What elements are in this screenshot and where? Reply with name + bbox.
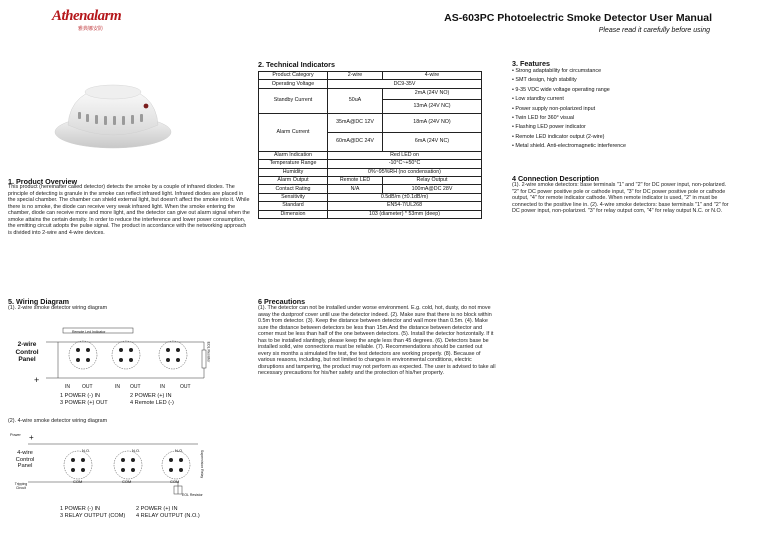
manual-title: AS-603PC Photoelectric Smoke Detector User Manual: [444, 12, 712, 24]
table-cell: 100mA@DC 28V: [383, 185, 482, 193]
no-label: N.O.: [175, 448, 184, 453]
table-cell: Standard: [259, 202, 328, 210]
supervision-relay-label: Supervision Relay: [200, 449, 205, 479]
remote-led-label: Remote Led Indicator: [72, 330, 106, 334]
plus-sign: +: [29, 433, 34, 442]
legend-item: 4 Remote LED (-): [130, 400, 174, 406]
out-label: OUT: [180, 384, 191, 390]
in-label: IN: [115, 384, 120, 390]
table-cell: Relay Output: [383, 176, 482, 184]
table-row: [259, 88, 482, 99]
wiring-heading: 5. Wiring Diagram: [8, 297, 70, 306]
features-list: [512, 67, 732, 152]
list-item: • SMT design, high stability: [512, 77, 577, 84]
legend-item: 1 POWER (-) IN: [60, 393, 101, 399]
list-item: • Low standby current: [512, 96, 564, 103]
two-wire-panel-label: 2-wire Control Panel: [15, 341, 39, 363]
manual-subtitle: Please read it carefully before using: [598, 27, 710, 34]
table-cell: Temperature Range: [259, 160, 328, 168]
table-row: [259, 72, 482, 80]
tripping-circuit-label: Tripping Circuit: [14, 482, 28, 490]
table-cell: 6mA (24V NC): [383, 132, 482, 151]
company-logo: [52, 8, 122, 38]
list-item: • Strong adaptability for circumstance: [512, 68, 602, 74]
overview-heading: 1. Product Overview: [8, 177, 78, 186]
detector-base-icon: [162, 451, 190, 479]
table-row: [259, 210, 482, 218]
table-cell: Contact Rating: [259, 185, 328, 193]
table-cell: 0%~95%RH (no condensation): [328, 168, 482, 176]
wiring-sub1: (1). 2-wire smoke detector wiring diagram: [8, 305, 108, 311]
table-cell: 0.5dB/m (±0.1dB/m): [328, 193, 482, 201]
eol-resistor-label: EOL Resistor: [182, 493, 203, 497]
no-label: N.O.: [132, 448, 141, 453]
detector-base-icon: [64, 451, 92, 479]
table-row: [259, 160, 482, 168]
table-cell: 2mA (24V NO): [383, 88, 482, 99]
table-cell: Dimension: [259, 210, 328, 218]
plus-sign: +: [34, 375, 40, 385]
table-cell: 50uA: [328, 88, 383, 113]
overview-body: This product (hereinafter called detector) detects the smoke by a couple of infrared diodes. The principle of detecting is granule in the smoke can reflect infrared light. Infrared diodes are placed in the special chamber. The chamber can shield external light, but doesn't affect the smoke into it. While there is no smoke, the diode can receive very weak infrared light. When the smoke entering the chamber, diode can receive more and more light, and the detector can give out alarm signal when the smoke attains the certain density. In order to reduce the interference and lower power consumption, the emitting circuit adopts the pulse signal. The product in accordance with the networking approach is divided into 2-wire and 4-wire devices.: [8, 184, 250, 236]
features-heading: 3. Features: [512, 59, 550, 68]
table-cell: 4-wire: [383, 72, 482, 80]
in-label: IN: [65, 384, 70, 390]
table-row: [259, 113, 482, 132]
in-label: IN: [160, 384, 165, 390]
table-cell: Alarm Current: [259, 113, 328, 151]
list-item: • Twin LED for 360° visual: [512, 115, 575, 122]
table-cell: Red LED on: [328, 151, 482, 159]
table-cell: 60mA@DC 24V: [328, 132, 383, 151]
table-cell: 103 (diameter) * 53mm (deep): [328, 210, 482, 218]
legend-item: 3 RELAY OUTPUT (COM): [60, 513, 126, 519]
connection-body: (1). 2-wire smoke detectors: base terminals "1" and "2" for DC power input, non-polarized. "2" for DC power positive pole or cathode input, "3" for DC power positive pole or cathode output, "4" for remote indicator cathode. When remote indicator is used, "2" in must be connected to the positive line in. (2). 4-wire smoke detectors: base terminals "1" and "2" for DC power input, non-polarized. "3" for relay output com, "4" for relay output N.C. or N.O.: [512, 182, 729, 215]
table-row: [259, 168, 482, 176]
table-cell: Product Category: [259, 72, 328, 80]
legend-item: 2 POWER (+) IN: [136, 506, 178, 512]
connection-heading: 4 Connection Description: [512, 174, 600, 183]
legend-item: 4 RELAY OUTPUT (N.O.): [136, 513, 200, 519]
tech-heading: 2. Technical Indicators: [258, 60, 335, 69]
table-cell: Operating Voltage: [259, 80, 328, 88]
power-label: Power: [10, 433, 21, 437]
table-row: [259, 80, 482, 88]
com-label: COM: [73, 479, 83, 484]
out-label: OUT: [82, 384, 93, 390]
com-label: COM: [122, 479, 132, 484]
detector-base-icon: [112, 341, 140, 369]
legend-item: 1 POWER (-) IN: [60, 506, 101, 512]
table-cell: Humidity: [259, 168, 328, 176]
table-cell: N/A: [328, 185, 383, 193]
wiring-sub2: (2). 4-wire smoke detector wiring diagram: [8, 418, 108, 424]
out-label: OUT: [130, 384, 141, 390]
table-cell: Standby Current: [259, 88, 328, 113]
list-item: • Flashing LED power indicator: [512, 124, 586, 131]
list-item: • Metal shield. Anti-electromagnetic interference: [512, 143, 626, 150]
precautions-heading: 6 Precautions: [258, 297, 306, 306]
table-cell: Alarm Output: [259, 176, 328, 184]
table-cell: EN54-7/UL268: [328, 202, 482, 210]
table-cell: Alarm Indication: [259, 151, 328, 159]
legend-item: 3 POWER (+) OUT: [60, 400, 108, 406]
precautions-body: (1). The detector can not be installed under worse environment. E.g. cold, hot, dusty, do not move away the dustproof cover until use the detector indeed. (2). Make sure that there is no block within 0.5m from detector. (3). Keep the distance between detector and wall more than 0.5m. (4). Make sure the distance between detectors be less than 15m.And the distance between detector and corner must be less than half of the one between detectors. (5). Install the detector horizontally. If it has to be installed slantingly, please keep the angle less than 45 degrees. (6). Detectors base be installed solid, wire connections must be reliable. (7). Recommendations should be carried out every six months a simulated fire test, the test detectors are working properly. (8). Because of various reasons, including, but not limited to changes in environmental conditions, electric disruptions and tampering, the product may not perform as expected. The user is advised to take all necessary precautions for his/her safety and the protection of his/her property.: [258, 305, 496, 377]
logo-text: Athenalarm: [52, 8, 122, 24]
table-row: [259, 176, 482, 184]
eol-resistor-label: EOL Resistor: [206, 341, 211, 363]
table-cell: 13mA (24V NC): [383, 99, 482, 113]
table-row: [259, 202, 482, 210]
detector-base-icon: [159, 341, 187, 369]
table-cell: 18mA (24V NO): [383, 113, 482, 132]
com-label: COM: [170, 479, 180, 484]
table-row: [259, 185, 482, 193]
logo-subtext: 雅典娜安防: [78, 26, 104, 32]
list-item: • 9-35 VDC wide voltage operating range: [512, 86, 610, 93]
list-item: • Remote LED indicator output (2-wire): [512, 133, 605, 140]
legend-item: 2 POWER (+) IN: [130, 393, 172, 399]
detector-base-icon: [69, 341, 97, 369]
list-item: • Power supply non-polarized input: [512, 105, 596, 112]
table-cell: Remote LED: [328, 176, 383, 184]
table-cell: Sensitivity: [259, 193, 328, 201]
table-cell: 35mA@DC 12V: [328, 113, 383, 132]
table-cell: DC9-35V: [328, 80, 482, 88]
table-row: [259, 151, 482, 159]
technical-indicators-table: [258, 71, 482, 219]
table-row: [259, 193, 482, 201]
detector-base-icon: [114, 451, 142, 479]
table-cell: -10°C~+50°C: [328, 160, 482, 168]
table-cell: 2-wire: [328, 72, 383, 80]
smoke-detector-image: [48, 70, 178, 155]
four-wire-panel-label: 4-wire Control Panel: [15, 450, 35, 469]
no-label: N.O.: [82, 448, 91, 453]
